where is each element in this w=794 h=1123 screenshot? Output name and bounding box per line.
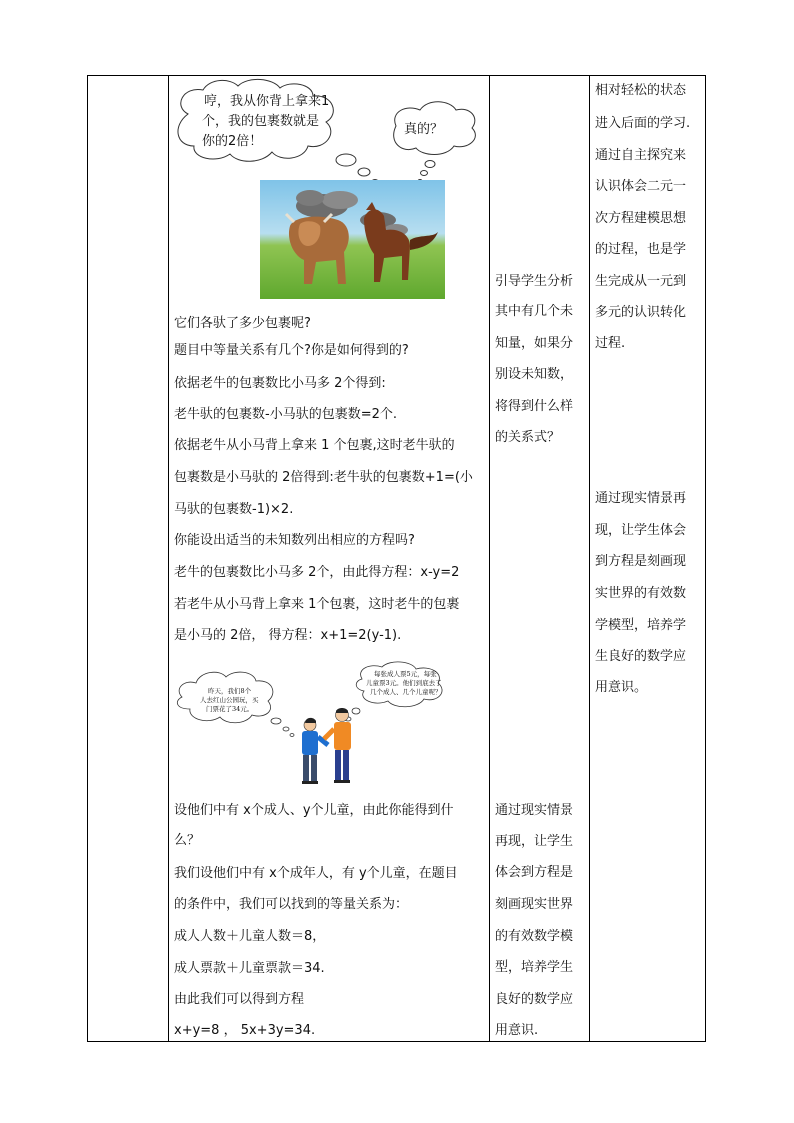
text-line: 引导学生分析 xyxy=(495,274,574,289)
text-line: 次方程建模思想 xyxy=(595,211,687,226)
text-line: 学模型，培养学 xyxy=(595,618,687,633)
text-line: 进入后面的学习. xyxy=(595,116,691,131)
text-line: 它们各驮了多少包裹呢? xyxy=(174,316,311,331)
text-line: 成人人数＋儿童人数＝8， xyxy=(174,929,326,944)
text-line: 的条件中，我们可以找到的等量关系为： xyxy=(174,897,409,912)
bubble2-right-line3: 几个成人、几个儿童呢？ xyxy=(370,688,442,696)
text-line: 生完成从一元到 xyxy=(595,274,687,289)
bubble-right-text: 真的？ xyxy=(404,122,444,137)
text-line: 通过自主探究来 xyxy=(595,148,687,163)
text-line: 用意识。 xyxy=(595,680,648,695)
lesson-table xyxy=(87,75,706,1042)
text-line: 生良好的数学应 xyxy=(595,649,687,664)
text-line: 多元的认识转化 xyxy=(595,305,687,320)
text-line: 通过现实情景再 xyxy=(595,491,687,506)
text-line: x+y=8 ， 5x+3y=34. xyxy=(174,1023,316,1038)
text-line: 你能设出适当的未知数列出相应的方程吗? xyxy=(174,533,415,548)
text-line: 依据老牛的包裹数比小马多 2个得到: xyxy=(174,376,386,391)
text-line: 设他们中有 x个成人、y个儿童，由此你能得到什 xyxy=(174,803,454,818)
text-line: 老牛驮的包裹数-小马驮的包裹数=2个. xyxy=(174,407,397,422)
text-line: 马驮的包裹数-1)×2. xyxy=(174,502,294,517)
text-line: 再现，让学生 xyxy=(495,834,574,849)
bubble2-right-line1: 每张成人票5元，每张 xyxy=(374,670,437,678)
bubble-left-line1: 哼，我从你背上拿来1 xyxy=(204,94,330,109)
text-line: 实世界的有效数 xyxy=(595,586,687,601)
column-teacher-guidance xyxy=(489,76,589,1041)
bubble2-left-line1: 昨天，我们8个 xyxy=(208,687,252,695)
bubble-left-line3: 你的2倍！ xyxy=(202,134,263,149)
text-line: 到方程是刻画现 xyxy=(595,554,687,569)
text-line: 相对轻松的状态 xyxy=(595,83,687,98)
text-line: 用意识. xyxy=(495,1023,539,1038)
bubble2-right-line2: 儿童票3元。他们到底去了 xyxy=(366,679,442,687)
column-design-intent xyxy=(589,76,707,1041)
text-line: 通过现实情景 xyxy=(495,803,574,818)
text-line: 是小马的 2倍， 得方程：x+1=2(y-1). xyxy=(174,628,402,643)
text-line: 的有效数学模 xyxy=(495,929,574,944)
text-line: 认识体会二元一 xyxy=(595,179,687,194)
text-line: 刻画现实世界 xyxy=(495,897,574,912)
text-line: 若老牛从小马背上拿来 1个包裹，这时老牛的包裹 xyxy=(174,597,460,612)
text-line: 体会到方程是 xyxy=(495,865,574,880)
text-line: 将得到什么样 xyxy=(495,399,574,414)
text-line: 现，让学生体会 xyxy=(595,523,687,538)
text-line: 的关系式？ xyxy=(495,430,561,445)
text-line: 我们设他们中有 x个成年人，有 y个儿童，在题目 xyxy=(174,866,458,881)
text-line: 型，培养学生 xyxy=(495,960,574,975)
text-line: 依据老牛从小马背上拿来 1 个包裹,这时老牛驮的 xyxy=(174,438,455,453)
bubble2-left-line3: 门票花了34元。 xyxy=(206,705,254,713)
text-line: 成人票款＋儿童票款＝34. xyxy=(174,961,325,976)
text-line: 由此我们可以得到方程 xyxy=(174,992,305,1007)
column-1-empty xyxy=(88,76,168,1041)
text-line: 包裹数是小马驮的 2倍得到:老牛驮的包裹数+1=(小 xyxy=(174,470,473,485)
text-line: 其中有几个未 xyxy=(495,304,574,319)
bubble2-left-line2: 人去红山公园玩，买 xyxy=(200,696,259,704)
column-teaching-content xyxy=(168,76,489,1041)
text-line: 过程. xyxy=(595,336,626,351)
bubble-left-line2: 个，我的包裹数就是 xyxy=(202,114,320,129)
text-line: 么？ xyxy=(174,833,201,848)
text-line: 别设未知数， xyxy=(495,367,574,382)
text-line: 知量，如果分 xyxy=(495,336,574,351)
text-line: 老牛的包裹数比小马多 2个，由此得方程：x-y=2 xyxy=(174,565,460,580)
text-line: 的过程，也是学 xyxy=(595,242,687,257)
text-line: 题目中等量关系有几个?你是如何得到的? xyxy=(174,343,409,358)
text-line: 良好的数学应 xyxy=(495,992,574,1007)
